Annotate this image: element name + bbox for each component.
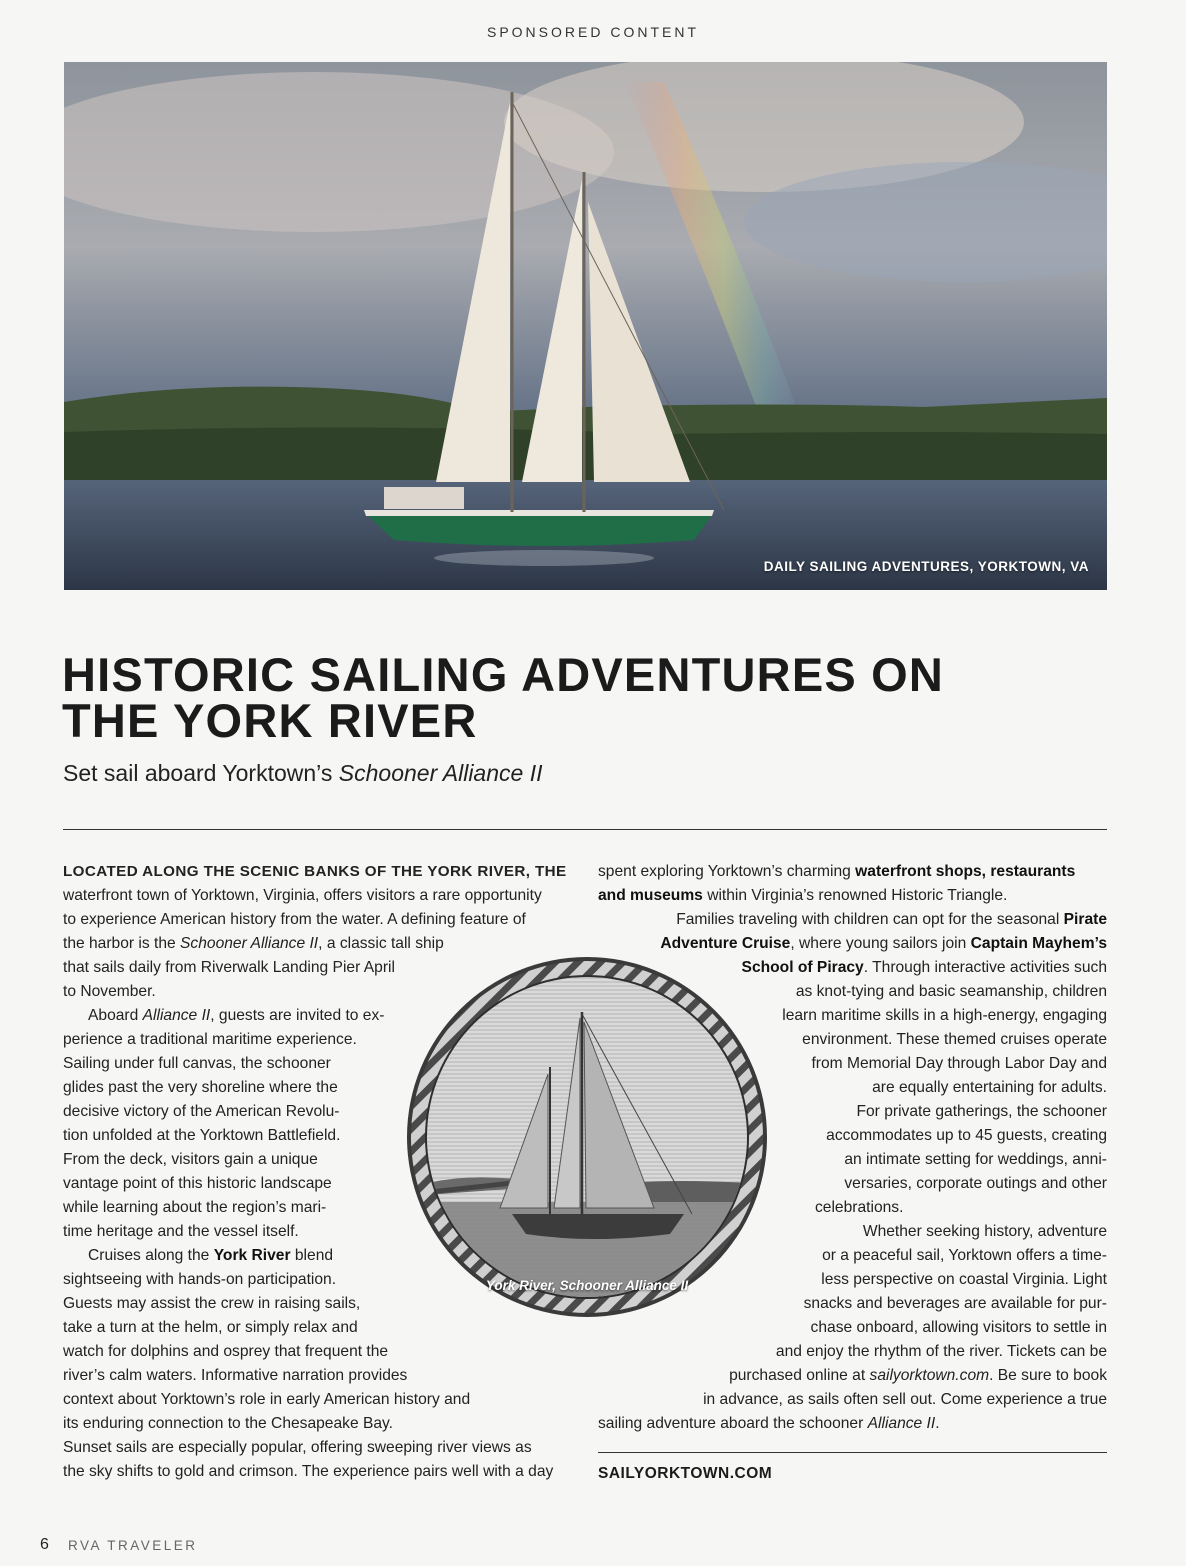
- right-column-text: School of Piracy: [741, 959, 864, 976]
- right-column-text: chase onboard, allowing visitors to settle in: [810, 1319, 1107, 1336]
- left-column-text: while learning about the region’s mari-: [63, 1199, 327, 1216]
- title-line-1: HISTORIC SAILING ADVENTURES ON: [62, 648, 945, 701]
- left-column-line: [63, 1388, 470, 1412]
- left-column-text: , a classic tall ship: [318, 935, 444, 952]
- left-column-text: that sails daily from Riverwalk Landing Pier April: [63, 959, 395, 976]
- right-column-text: For private gatherings, the schooner: [856, 1103, 1107, 1120]
- left-column-line: [63, 1124, 340, 1148]
- right-column-text: , where young sailors join: [790, 935, 971, 952]
- right-column-text: sailing adventure aboard the schooner: [598, 1415, 868, 1432]
- schooner-medallion: [402, 952, 772, 1322]
- left-column-text: Sailing under full canvas, the schooner: [63, 1055, 331, 1072]
- left-column-text: river’s calm waters. Informative narration provides: [63, 1367, 408, 1384]
- left-column-line: [63, 956, 395, 980]
- left-column-text: perience a traditional maritime experience.: [63, 1031, 357, 1048]
- title-line-2: THE YORK RIVER: [62, 694, 478, 747]
- left-column-text: time heritage and the vessel itself.: [63, 1223, 299, 1240]
- right-column-line: [598, 884, 1007, 908]
- right-column-line: [815, 1196, 903, 1220]
- page-number: 6: [40, 1536, 49, 1553]
- left-column-line: [63, 1220, 299, 1244]
- article-title: [62, 648, 1112, 747]
- left-column-text: take a turn at the helm, or simply relax and: [63, 1319, 358, 1336]
- right-column-text: from Memorial Day through Labor Day and: [811, 1055, 1107, 1072]
- left-column-line: [63, 1316, 358, 1340]
- right-column-text: Adventure Cruise: [660, 935, 791, 952]
- left-column-line: [63, 932, 444, 956]
- left-column-text: Aboard: [88, 1007, 143, 1024]
- right-column-text: learn maritime skills in a high-energy, engaging: [782, 1007, 1107, 1024]
- sponsored-label: SPONSORED CONTENT: [486, 24, 699, 40]
- right-column-text: as knot-tying and basic seamanship, children: [795, 983, 1107, 1000]
- left-column-line: [63, 1412, 393, 1436]
- right-column-text: versaries, corporate outings and other: [844, 1175, 1107, 1192]
- right-column-line: [598, 860, 1075, 884]
- right-column-text: . Through interactive activities such: [863, 959, 1107, 976]
- right-column-text: within Virginia’s renowned Historic Triangle.: [702, 887, 1008, 904]
- right-column-text: Pirate: [1063, 911, 1107, 928]
- left-column-text: , guests are invited to ex-: [210, 1007, 385, 1024]
- website-link[interactable]: SAILYORKTOWN.COM: [598, 1465, 773, 1482]
- left-column-text: From the deck, visitors gain a unique: [63, 1151, 318, 1168]
- left-column-text: decisive victory of the American Revolu-: [63, 1103, 340, 1120]
- right-column-text: Families traveling with children can opt for the seasonal: [676, 911, 1064, 928]
- left-column-line: [63, 1268, 336, 1292]
- left-column-line: [63, 884, 542, 908]
- left-column-line: [63, 1340, 388, 1364]
- left-column-text: glides past the very shoreline where the: [63, 1079, 338, 1096]
- title-divider: [63, 829, 1107, 830]
- right-column-text: environment. These themed cruises operate: [802, 1031, 1107, 1048]
- right-column-text: waterfront shops, restaurants: [855, 863, 1076, 880]
- right-column-text: Whether seeking history, adventure: [862, 1223, 1107, 1240]
- schooner-engraving: [402, 952, 772, 1322]
- right-column-text: or a peaceful sail, Yorktown offers a time-: [822, 1247, 1107, 1264]
- right-column-text: and enjoy the rhythm of the river. Tickets can be: [775, 1343, 1107, 1360]
- publication-name: RVA TRAVELER: [68, 1538, 198, 1553]
- left-column-text: Schooner Alliance II: [180, 935, 319, 952]
- right-column-text: less perspective on coastal Virginia. Light: [821, 1271, 1107, 1288]
- right-column-text: celebrations.: [815, 1199, 904, 1216]
- left-column-text: the sky shifts to gold and crimson. The experience pairs well with a day: [63, 1463, 554, 1480]
- left-column-line: [63, 1460, 553, 1484]
- left-column-line: [63, 1148, 318, 1172]
- right-column-text: an intimate setting for weddings, anni-: [844, 1151, 1107, 1168]
- left-column-text: Alliance II: [142, 1007, 211, 1024]
- left-column-text: Sunset sails are especially popular, offering sweeping river views as: [63, 1439, 532, 1456]
- right-column-text: .: [935, 1415, 940, 1432]
- left-column-line: [63, 860, 567, 884]
- left-column-text: sightseeing with hands-on participation.: [63, 1271, 337, 1288]
- article-subtitle: [63, 760, 542, 787]
- left-column-text: tion unfolded at the Yorktown Battlefield.: [63, 1127, 341, 1144]
- right-column-text: purchased online at: [729, 1367, 870, 1384]
- left-column-line: [63, 980, 156, 1004]
- right-column-text: Alliance II: [867, 1415, 936, 1432]
- left-column-text: LOCATED ALONG THE SCENIC BANKS OF THE YORK RIVER, THE: [63, 863, 567, 880]
- left-column-line: [63, 1052, 331, 1076]
- left-column-text: Guests may assist the crew in raising sails,: [63, 1295, 361, 1312]
- left-column-text: the harbor is the: [63, 935, 181, 952]
- right-column-text: spent exploring Yorktown’s charming: [598, 863, 856, 880]
- right-column-text: and museums: [598, 887, 703, 904]
- left-column-text: watch for dolphins and osprey that frequent the: [63, 1343, 389, 1360]
- left-column-text: blend: [290, 1247, 334, 1264]
- left-column-line: [63, 1364, 407, 1388]
- footer-divider: [598, 1452, 1107, 1453]
- right-column-line: [598, 908, 1107, 932]
- left-column-text: its enduring connection to the Chesapeake Bay.: [63, 1415, 393, 1432]
- right-column-text: sailyorktown.com: [869, 1367, 990, 1384]
- left-column-text: vantage point of this historic landscape: [63, 1175, 332, 1192]
- left-column-text: to November.: [63, 983, 156, 1000]
- right-column-text: accommodates up to 45 guests, creating: [826, 1127, 1107, 1144]
- right-column-text: . Be sure to book: [989, 1367, 1107, 1384]
- left-column-line: [63, 1436, 532, 1460]
- hero-photo: [64, 62, 1107, 590]
- left-column-text: waterfront town of Yorktown, Virginia, offers visitors a rare opportunity: [63, 887, 542, 904]
- right-column-line: [598, 1388, 1107, 1412]
- left-column-line: [63, 1100, 339, 1124]
- right-column-text: are equally entertaining for adults.: [872, 1079, 1107, 1096]
- right-column-line: [598, 1340, 1107, 1364]
- left-column-line: [63, 1292, 360, 1316]
- left-column-text: context about Yorktown’s role in early American history and: [63, 1391, 471, 1408]
- subtitle-ship-name: Schooner Alliance II: [338, 760, 543, 786]
- right-column-text: snacks and beverages are available for pur-: [803, 1295, 1107, 1312]
- left-column-text: Cruises along the: [88, 1247, 214, 1264]
- left-column-line: [63, 908, 526, 932]
- subtitle-text: Set sail aboard Yorktown’s: [63, 760, 339, 786]
- left-column-text: York River: [213, 1247, 291, 1264]
- left-column-text: to experience American history from the water. A defining feature of: [63, 911, 526, 928]
- right-column-text: Captain Mayhem’s: [970, 935, 1107, 952]
- right-column-text: in advance, as sails often sell out. Come experience a true: [703, 1391, 1107, 1408]
- left-column-line: [63, 1076, 338, 1100]
- left-column-line: [88, 1244, 333, 1268]
- left-column-line: [63, 1196, 326, 1220]
- right-column-line: [598, 1412, 940, 1436]
- left-column-line: [63, 1028, 357, 1052]
- left-column-line: [63, 1172, 332, 1196]
- hero-caption: DAILY SAILING ADVENTURES, YORKTOWN, VA: [763, 559, 1089, 574]
- schooner-photo: [64, 62, 1107, 590]
- right-column-line: [598, 1364, 1107, 1388]
- medallion-caption: York River, Schooner Alliance II: [485, 1278, 689, 1293]
- left-column-line: [88, 1004, 384, 1028]
